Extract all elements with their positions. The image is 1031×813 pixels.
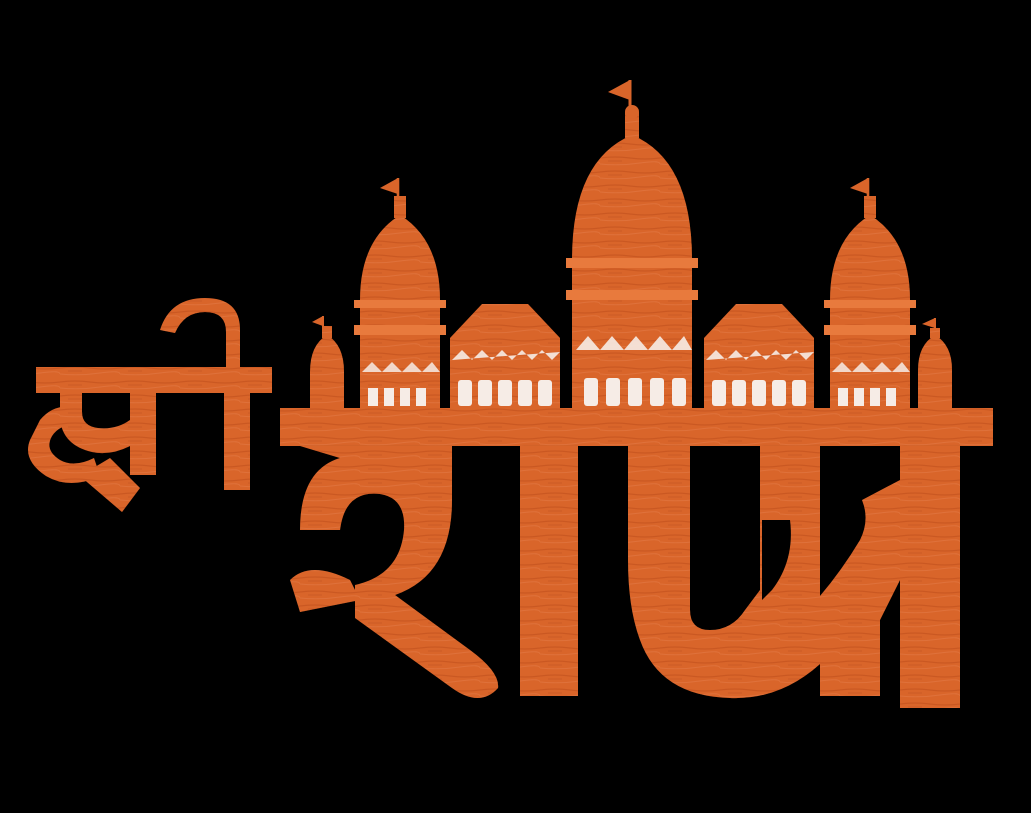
temple-icon <box>280 80 993 446</box>
shikhara-right <box>824 178 916 408</box>
word-shri <box>28 298 272 512</box>
shikhara-center <box>566 80 698 408</box>
mandapa-right <box>704 304 814 408</box>
mandapa-left <box>450 304 560 408</box>
small-spire-left <box>310 316 344 408</box>
headline-bar <box>280 408 993 446</box>
small-spire-right <box>918 318 952 408</box>
shikhara-left <box>354 178 446 408</box>
word-ram <box>290 446 960 708</box>
